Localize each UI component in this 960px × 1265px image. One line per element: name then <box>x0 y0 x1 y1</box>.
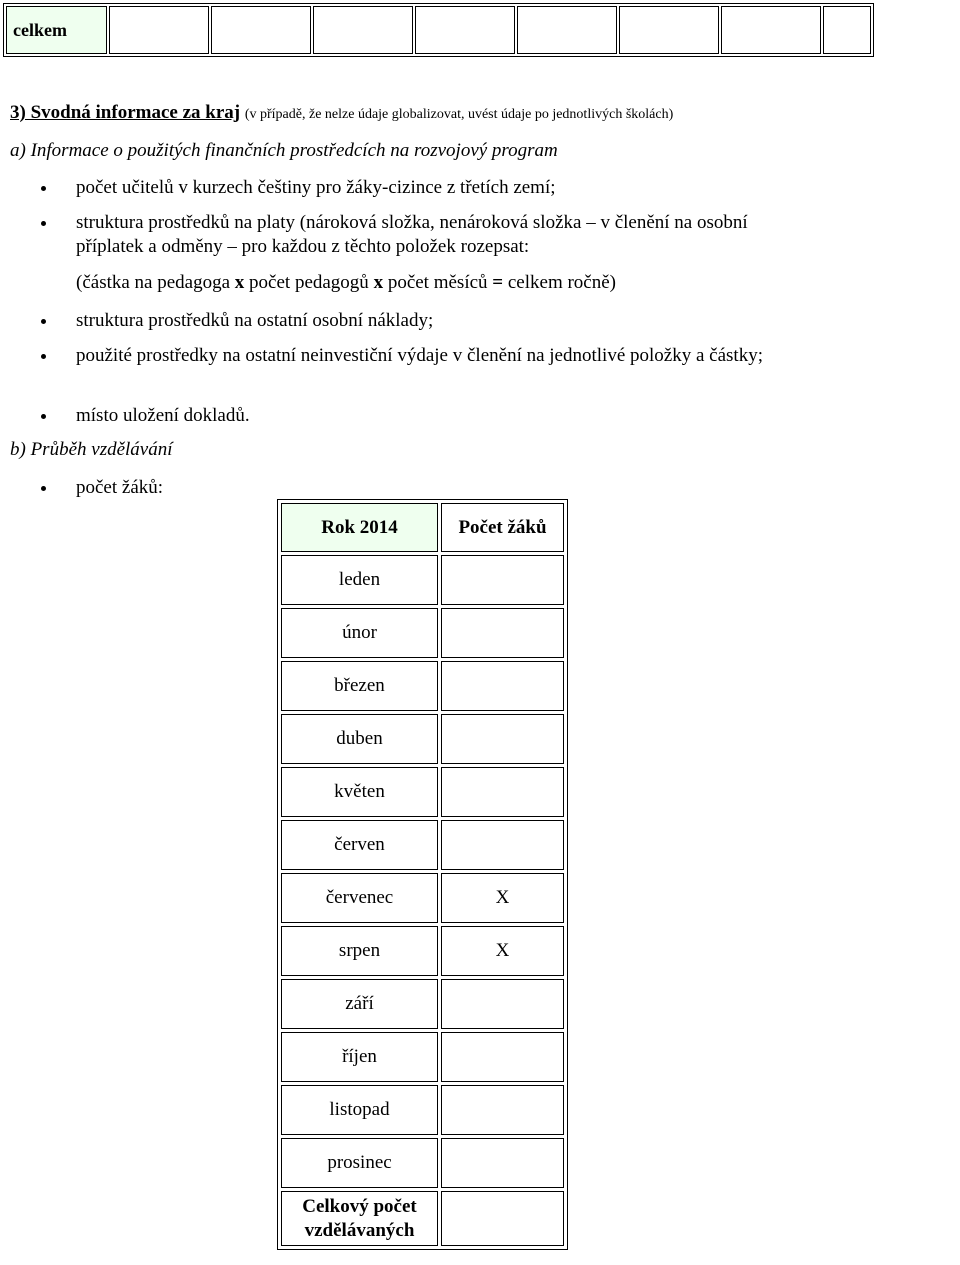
table-row <box>281 714 564 764</box>
part-a-heading: a) Informace o použitých finančních prostředcích na rozvojový program <box>10 140 558 161</box>
summary-cell <box>721 6 821 54</box>
section-heading <box>10 102 673 124</box>
count-cell <box>441 1085 564 1135</box>
summary-row <box>6 6 871 54</box>
count-cell <box>441 979 564 1029</box>
count-cell <box>441 661 564 711</box>
table-row <box>281 926 564 976</box>
bullet-icon <box>41 486 46 491</box>
month-cell: listopad <box>281 1085 438 1135</box>
table-row <box>281 1138 564 1188</box>
table-row <box>281 820 564 870</box>
section-note: (v případě, že nelze údaje globalizovat, uvést údaje po jednotlivých školách) <box>244 107 674 122</box>
total-value-cell <box>441 1191 564 1246</box>
column-header-count: Počet žáků <box>441 503 564 552</box>
summary-cell <box>313 6 413 54</box>
summary-cell <box>619 6 719 54</box>
month-cell: duben <box>281 714 438 764</box>
month-cell: červenec <box>281 873 438 923</box>
total-label-cell: Celkový počet vzdělávaných <box>281 1191 438 1246</box>
month-cell: leden <box>281 555 438 605</box>
table-row <box>281 608 564 658</box>
table-row <box>281 1085 564 1135</box>
column-header-year: Rok 2014 <box>281 503 438 552</box>
table-row <box>281 979 564 1029</box>
section-title: 3) Svodná informace za kraj <box>10 102 241 123</box>
bullet-icon <box>41 186 46 191</box>
table-row <box>281 1032 564 1082</box>
month-cell: únor <box>281 608 438 658</box>
count-cell <box>441 820 564 870</box>
summary-row-label: celkem <box>6 6 107 54</box>
summary-cell <box>109 6 209 54</box>
table-row <box>281 873 564 923</box>
count-cell <box>441 714 564 764</box>
count-cell <box>441 767 564 817</box>
pupil-count-table <box>277 499 568 1250</box>
salary-formula: (částka na pedagoga x počet pedagogů x počet měsíců = celkem ročně) <box>76 272 616 293</box>
count-cell <box>441 555 564 605</box>
month-cell: květen <box>281 767 438 817</box>
summary-cell <box>823 6 871 54</box>
table-row <box>281 767 564 817</box>
table-row <box>281 661 564 711</box>
month-cell: říjen <box>281 1032 438 1082</box>
bullet-icon <box>41 221 46 226</box>
count-cell <box>441 608 564 658</box>
part-b-heading: b) Průběh vzdělávání <box>10 439 173 460</box>
table-total-row <box>281 1191 564 1246</box>
summary-row-table <box>3 3 874 57</box>
month-cell: březen <box>281 661 438 711</box>
count-cell: X <box>441 873 564 923</box>
table-row <box>281 555 564 605</box>
count-cell <box>441 1032 564 1082</box>
count-cell <box>441 1138 564 1188</box>
summary-cell <box>517 6 617 54</box>
month-cell: červen <box>281 820 438 870</box>
table-header-row <box>281 503 564 552</box>
bullet-icon <box>41 319 46 324</box>
month-cell: srpen <box>281 926 438 976</box>
count-cell: X <box>441 926 564 976</box>
bullet-icon <box>41 354 46 359</box>
month-cell: září <box>281 979 438 1029</box>
bullet-icon <box>41 414 46 419</box>
summary-cell <box>415 6 515 54</box>
summary-cell <box>211 6 311 54</box>
month-cell: prosinec <box>281 1138 438 1188</box>
